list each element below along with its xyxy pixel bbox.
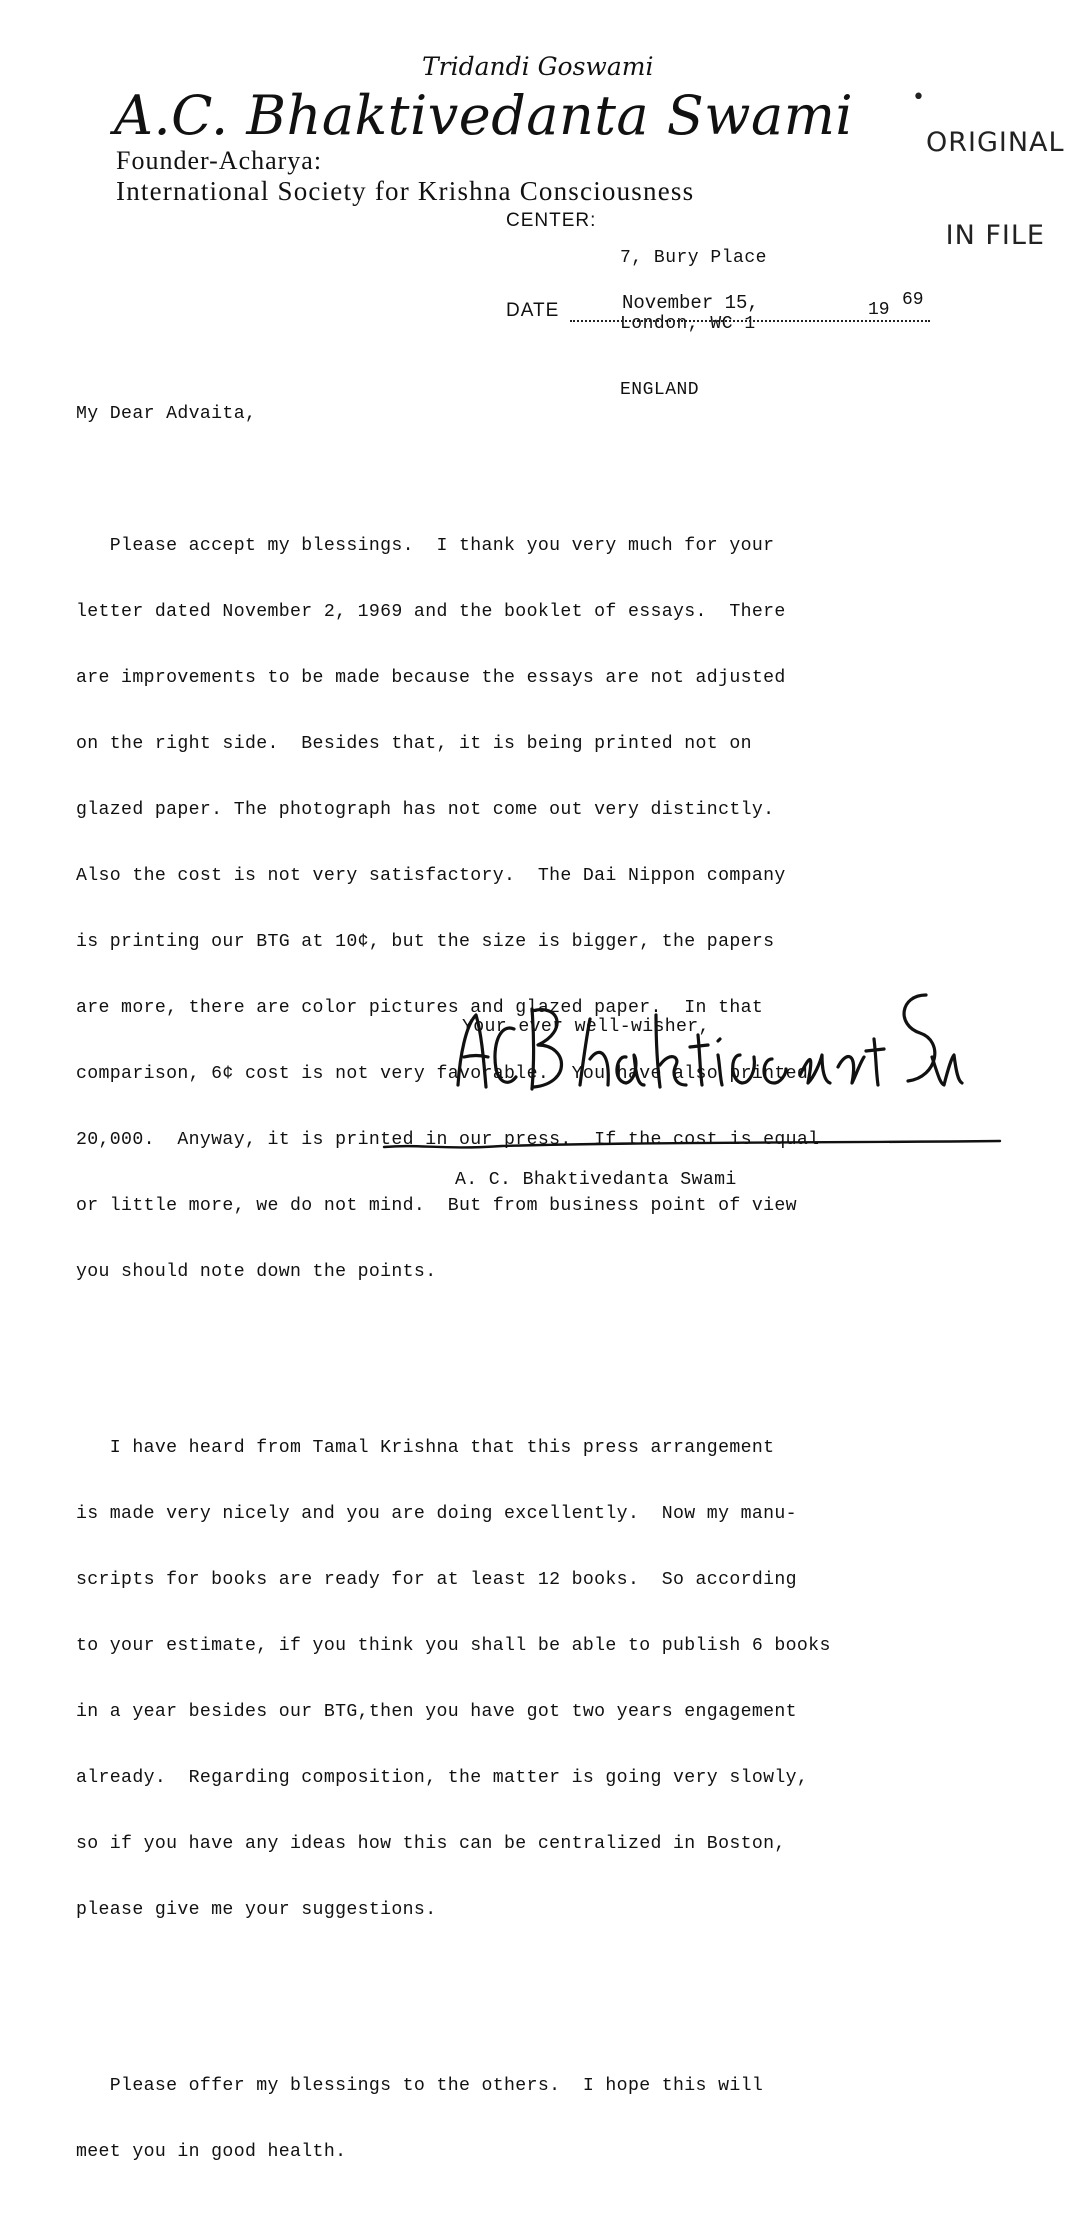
paragraph-2 xyxy=(76,1393,831,1965)
body-line: to your estimate, if you think you shall be able to publish 6 books xyxy=(76,1636,831,1656)
body-line: scripts for books are ready for at least 12 books. So according xyxy=(76,1570,797,1590)
body-line: glazed paper. The photograph has not come out very distinctly. xyxy=(76,800,775,820)
body-line: I have heard from Tamal Krishna that this press arrangement xyxy=(76,1438,775,1458)
body-line: are more, there are color pictures and glazed paper. In that xyxy=(76,998,764,1018)
date-year-suffix: 69 xyxy=(902,290,924,310)
salutation: My Dear Advaita, xyxy=(76,404,257,424)
closing: Your ever well-wisher, xyxy=(462,1017,710,1037)
letterhead-name: A.C. Bhaktivedanta Swami xyxy=(114,84,854,147)
body-line: so if you have any ideas how this can be centralized in Boston, xyxy=(76,1834,786,1854)
stamp-dot: • xyxy=(912,85,926,110)
body-line: or little more, we do not mind. But from business point of view xyxy=(76,1196,797,1216)
address-line-3: ENGLAND xyxy=(620,380,700,400)
body-line: you should note down the points. xyxy=(76,1262,437,1282)
letterhead-organization: International Society for Krishna Consciousness xyxy=(116,176,695,206)
body-line: are improvements to be made because the essays are not adjusted xyxy=(76,668,786,688)
body-line: 20,000. Anyway, it is printed in our press. If the cost is equal xyxy=(76,1130,820,1150)
letterhead-title-line: Tridandi Goswami xyxy=(422,52,654,81)
letter-body xyxy=(76,447,831,2229)
body-line: Please offer my blessings to the others. I hope this will xyxy=(76,2076,764,2096)
body-line: Also the cost is not very satisfactory. The Dai Nippon company xyxy=(76,866,786,886)
stamp-line-2: IN FILE xyxy=(945,220,1045,251)
body-line: on the right side. Besides that, it is being printed not on xyxy=(76,734,752,754)
date-value: November 15, xyxy=(622,292,759,314)
original-in-file-stamp xyxy=(912,34,1065,282)
letterhead-role: Founder-Acharya: xyxy=(116,146,323,175)
body-line: in a year besides our BTG,then you have got two years engagement xyxy=(76,1702,797,1722)
handwritten-signature xyxy=(450,985,970,1095)
body-line: is printing our BTG at 10¢, but the size is bigger, the papers xyxy=(76,932,775,952)
body-line: Please accept my blessings. I thank you very much for your xyxy=(76,536,775,556)
date-year-prefix: 19 xyxy=(868,300,890,320)
paragraph-3 xyxy=(76,2031,831,2207)
body-line: already. Regarding composition, the matter is going very slowly, xyxy=(76,1768,809,1788)
body-line: please give me your suggestions. xyxy=(76,1900,437,1920)
signer-name: A. C. Bhaktivedanta Swami xyxy=(455,1170,737,1190)
signature-line xyxy=(382,1138,1002,1152)
stamp-line-1: ORIGINAL xyxy=(926,127,1065,158)
date-label: DATE xyxy=(506,300,560,321)
address-line-2: London, WC 1 xyxy=(620,314,756,334)
address-line-1: 7, Bury Place xyxy=(620,248,767,268)
body-line: comparison, 6¢ cost is not very favorable. You have also printed xyxy=(76,1064,809,1084)
center-label: CENTER: xyxy=(506,210,597,231)
body-line: is made very nicely and you are doing excellently. Now my manu- xyxy=(76,1504,797,1524)
body-line: letter dated November 2, 1969 and the booklet of essays. There xyxy=(76,602,786,622)
body-line: meet you in good health. xyxy=(76,2142,347,2162)
paragraph-1 xyxy=(76,491,831,1327)
